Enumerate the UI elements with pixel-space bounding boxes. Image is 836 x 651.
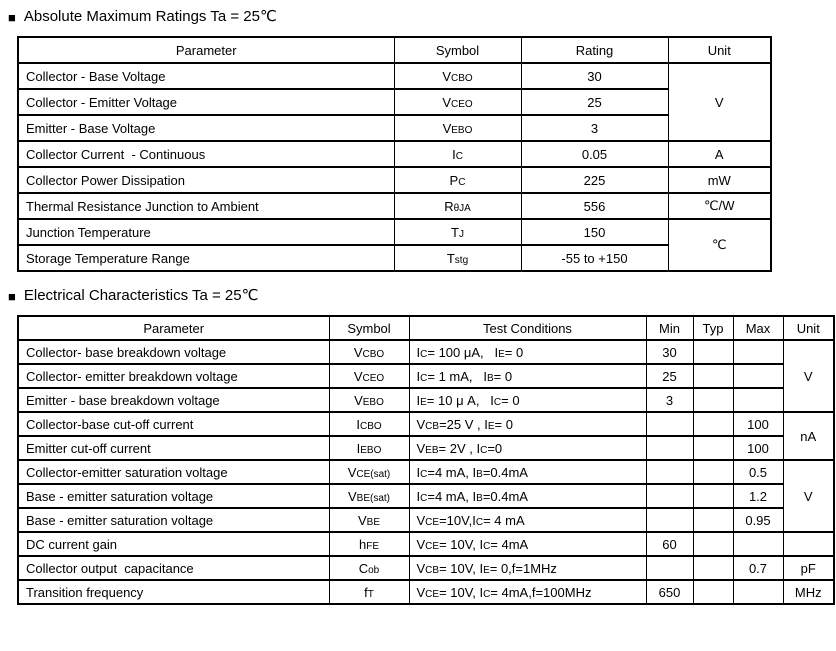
table-row [18, 141, 771, 167]
rating-cell: 225 [521, 167, 668, 193]
parameter-cell: Collector-emitter saturation voltage [18, 460, 329, 484]
max-cell: 0.5 [733, 460, 783, 484]
table-row [18, 388, 834, 412]
parameter-cell: Collector- emitter breakdown voltage [18, 364, 329, 388]
symbol-cell: TJ [394, 219, 521, 245]
max-cell [733, 532, 783, 556]
typ-cell [693, 364, 733, 388]
symbol-cell: fT [329, 580, 409, 604]
unit-cell: V [783, 460, 834, 532]
symbol-cell: hFE [329, 532, 409, 556]
section-title-absolute-maximum-ratings [8, 7, 836, 26]
symbol-cell: VCE(sat) [329, 460, 409, 484]
rating-cell: 0.05 [521, 141, 668, 167]
table-row [18, 556, 834, 580]
max-cell: 1.2 [733, 484, 783, 508]
test-conditions-cell: VCE= 10V, IC= 4mA,f=100MHz [409, 580, 646, 604]
table-header-row [18, 316, 834, 340]
column-header-rating: Rating [521, 37, 668, 63]
min-cell [646, 412, 693, 436]
section-title-text: Absolute Maximum Ratings Ta = 25℃ [23, 8, 277, 25]
max-cell: 100 [733, 412, 783, 436]
column-header-parameter: Parameter [18, 316, 329, 340]
min-cell [646, 508, 693, 532]
rating-cell: 3 [521, 115, 668, 141]
column-header-symbol: Symbol [329, 316, 409, 340]
max-cell: 0.95 [733, 508, 783, 532]
table-row [18, 508, 834, 532]
parameter-cell: Emitter cut-off current [18, 436, 329, 460]
parameter-cell: Collector - Base Voltage [18, 63, 394, 89]
typ-cell [693, 508, 733, 532]
max-cell [733, 364, 783, 388]
parameter-cell: Base - emitter saturation voltage [18, 484, 329, 508]
test-conditions-cell: IC= 1 mA, IB= 0 [409, 364, 646, 388]
unit-cell: V [668, 63, 771, 141]
rating-cell: 150 [521, 219, 668, 245]
parameter-cell: Collector Current - Continuous [18, 141, 394, 167]
rating-cell: 30 [521, 63, 668, 89]
test-conditions-cell: VCE= 10V, IC= 4mA [409, 532, 646, 556]
table-row [18, 245, 771, 271]
symbol-cell: Tstg [394, 245, 521, 271]
symbol-cell: RθJA [394, 193, 521, 219]
unit-cell: pF [783, 556, 834, 580]
square-bullet-icon: ■ [8, 10, 16, 25]
symbol-cell: IC [394, 141, 521, 167]
typ-cell [693, 412, 733, 436]
parameter-cell: Emitter - Base Voltage [18, 115, 394, 141]
min-cell [646, 460, 693, 484]
unit-cell: ℃/W [668, 193, 771, 219]
table-row [18, 167, 771, 193]
table-row [18, 412, 834, 436]
rating-cell: -55 to +150 [521, 245, 668, 271]
parameter-cell: Storage Temperature Range [18, 245, 394, 271]
parameter-cell: Collector - Emitter Voltage [18, 89, 394, 115]
column-header-min: Min [646, 316, 693, 340]
parameter-cell: Collector output capacitance [18, 556, 329, 580]
test-conditions-cell: VCB= 10V, IE= 0,f=1MHz [409, 556, 646, 580]
typ-cell [693, 556, 733, 580]
unit-cell: mW [668, 167, 771, 193]
parameter-cell: DC current gain [18, 532, 329, 556]
unit-cell: ℃ [668, 219, 771, 271]
parameter-cell: Thermal Resistance Junction to Ambient [18, 193, 394, 219]
column-header-max: Max [733, 316, 783, 340]
square-bullet-icon: ■ [8, 289, 16, 304]
symbol-cell: VBE(sat) [329, 484, 409, 508]
table-row [18, 115, 771, 141]
typ-cell [693, 484, 733, 508]
absolute-maximum-ratings-table [17, 36, 772, 272]
symbol-cell: PC [394, 167, 521, 193]
unit-cell: V [783, 340, 834, 412]
test-conditions-cell: IE= 10 μ A, IC= 0 [409, 388, 646, 412]
parameter-cell: Transition frequency [18, 580, 329, 604]
typ-cell [693, 388, 733, 412]
electrical-characteristics-table [17, 315, 835, 605]
min-cell: 30 [646, 340, 693, 364]
symbol-cell: VCBO [394, 63, 521, 89]
unit-cell: MHz [783, 580, 834, 604]
min-cell: 25 [646, 364, 693, 388]
parameter-cell: Emitter - base breakdown voltage [18, 388, 329, 412]
table-row [18, 63, 771, 89]
typ-cell [693, 340, 733, 364]
test-conditions-cell: IC=4 mA, IB=0.4mA [409, 484, 646, 508]
test-conditions-cell: IC= 100 μA, IE= 0 [409, 340, 646, 364]
table-row [18, 364, 834, 388]
section-title-electrical-characteristics [8, 286, 836, 305]
table-row [18, 340, 834, 364]
table-row [18, 219, 771, 245]
typ-cell [693, 460, 733, 484]
parameter-cell: Collector-base cut-off current [18, 412, 329, 436]
max-cell: 100 [733, 436, 783, 460]
column-header-parameter: Parameter [18, 37, 394, 63]
symbol-cell: Cob [329, 556, 409, 580]
column-header-symbol: Symbol [394, 37, 521, 63]
table-row [18, 436, 834, 460]
min-cell: 60 [646, 532, 693, 556]
symbol-cell: VCEO [329, 364, 409, 388]
table-row [18, 89, 771, 115]
symbol-cell: VEBO [329, 388, 409, 412]
test-conditions-cell: VEB= 2V , IC=0 [409, 436, 646, 460]
column-header-unit: Unit [668, 37, 771, 63]
max-cell [733, 580, 783, 604]
symbol-cell: VCEO [394, 89, 521, 115]
typ-cell [693, 580, 733, 604]
parameter-cell: Junction Temperature [18, 219, 394, 245]
max-cell [733, 340, 783, 364]
min-cell: 650 [646, 580, 693, 604]
typ-cell [693, 436, 733, 460]
table-row [18, 484, 834, 508]
min-cell [646, 436, 693, 460]
rating-cell: 25 [521, 89, 668, 115]
column-header-unit: Unit [783, 316, 834, 340]
max-cell: 0.7 [733, 556, 783, 580]
symbol-cell: VEBO [394, 115, 521, 141]
unit-cell: A [668, 141, 771, 167]
min-cell [646, 556, 693, 580]
table-header-row [18, 37, 771, 63]
section-title-text: Electrical Characteristics Ta = 25℃ [23, 287, 259, 304]
parameter-cell: Collector- base breakdown voltage [18, 340, 329, 364]
test-conditions-cell: IC=4 mA, IB=0.4mA [409, 460, 646, 484]
symbol-cell: VBE [329, 508, 409, 532]
test-conditions-cell: VCB=25 V , IE= 0 [409, 412, 646, 436]
typ-cell [693, 532, 733, 556]
column-header-test-conditions: Test Conditions [409, 316, 646, 340]
min-cell [646, 484, 693, 508]
table-row [18, 460, 834, 484]
table-row [18, 532, 834, 556]
unit-cell [783, 532, 834, 556]
unit-cell: nA [783, 412, 834, 460]
symbol-cell: ICBO [329, 412, 409, 436]
datasheet-page [0, 7, 836, 605]
parameter-cell: Collector Power Dissipation [18, 167, 394, 193]
max-cell [733, 388, 783, 412]
rating-cell: 556 [521, 193, 668, 219]
symbol-cell: IEBO [329, 436, 409, 460]
test-conditions-cell: VCE=10V,IC= 4 mA [409, 508, 646, 532]
column-header-typ: Typ [693, 316, 733, 340]
symbol-cell: VCBO [329, 340, 409, 364]
table-row [18, 580, 834, 604]
table-row [18, 193, 771, 219]
min-cell: 3 [646, 388, 693, 412]
parameter-cell: Base - emitter saturation voltage [18, 508, 329, 532]
